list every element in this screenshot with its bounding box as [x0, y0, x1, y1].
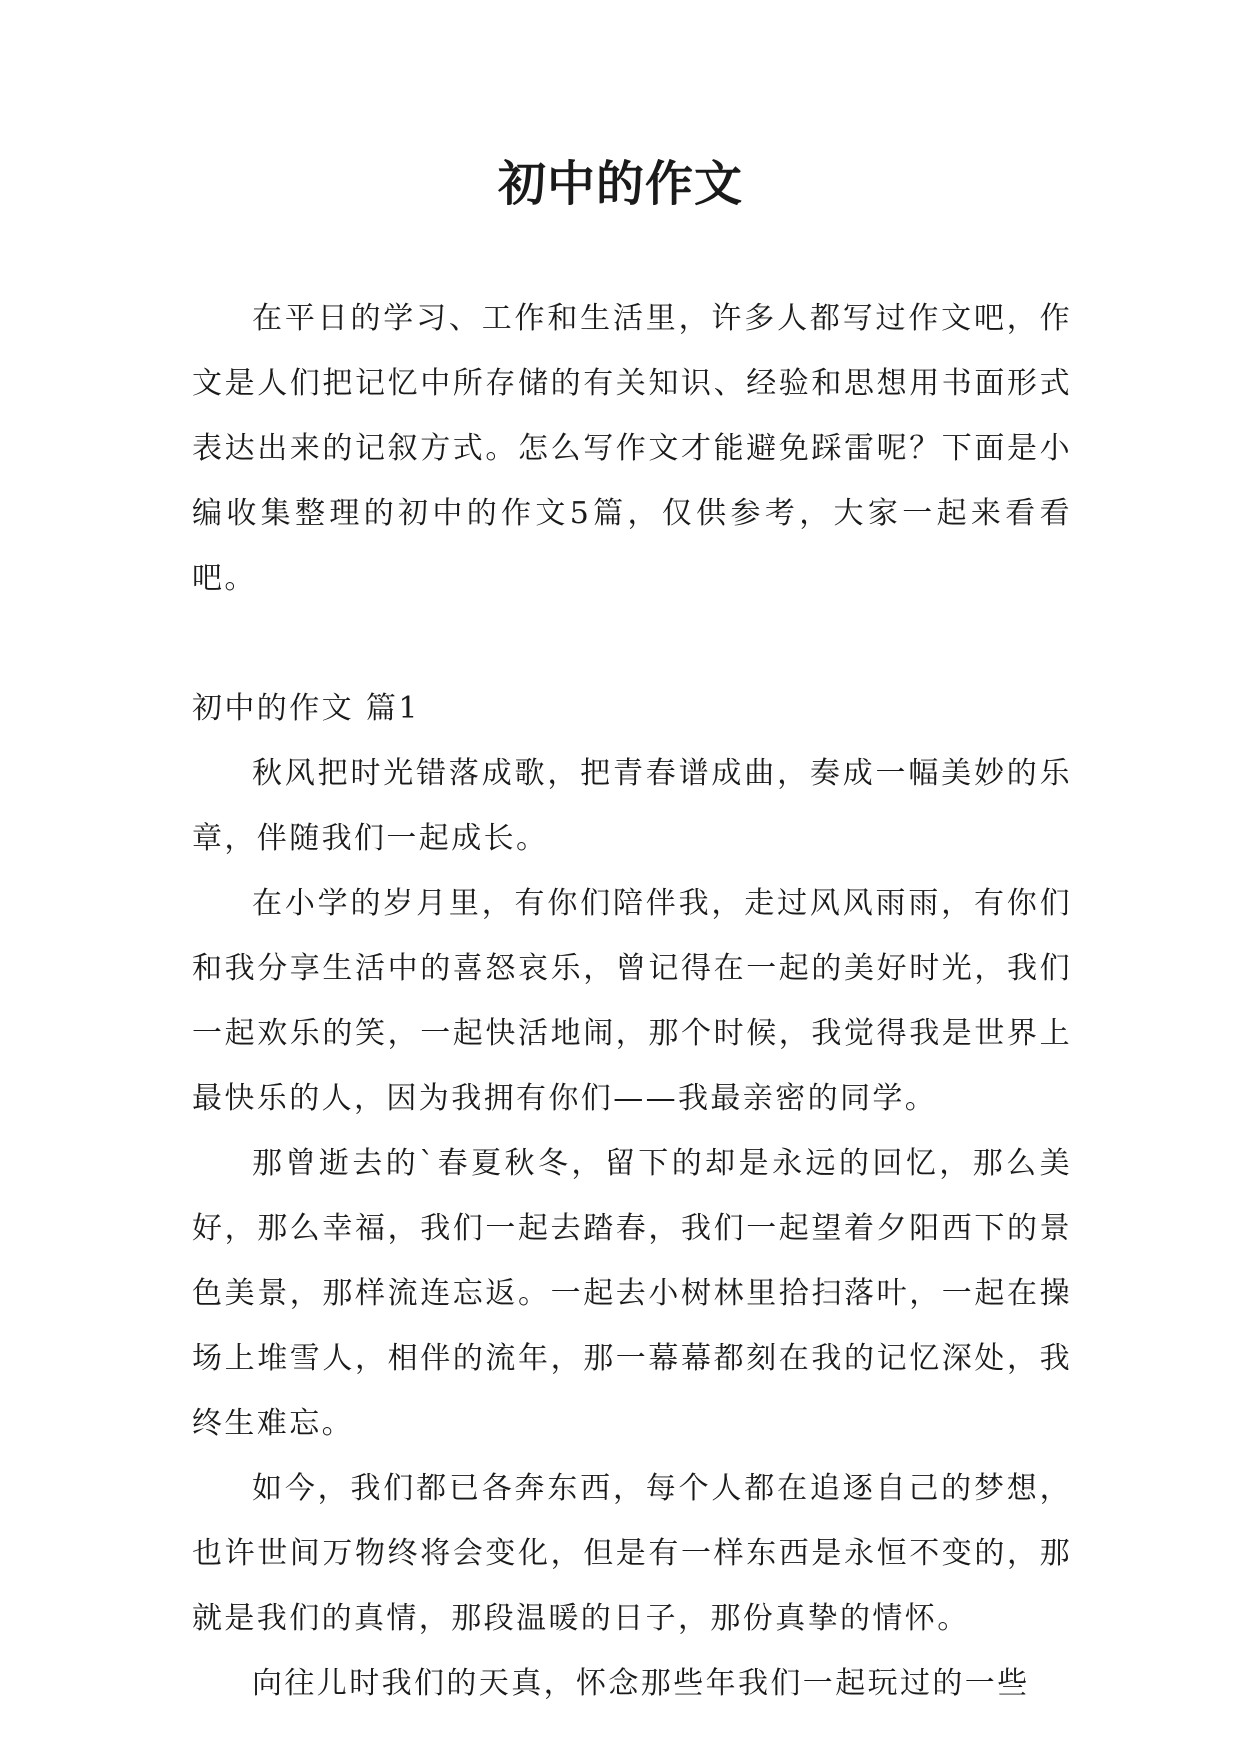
section-heading: 初中的作文 篇1 [192, 691, 420, 726]
body-paragraph: 在小学的岁月里，有你们陪伴我，走过风风雨雨，有你们和我分享生活中的喜怒哀乐，曾记得在一起的美好时光，我们一起欢乐的笑，一起快活地闹，那个时候，我觉得我是世界上最快乐的人，因为我拥有你们——我最亲密的同学。 [192, 886, 1072, 1116]
intro-paragraph: 在平日的学习、工作和生活里，许多人都写过作文吧，作文是人们把记忆中所存储的有关知识、经验和思想用书面形式表达出来的记叙方式。怎么写作文才能避免踩雷呢？下面是小编收集整理的初中的作文5篇，仅供参考，大家一起来看看吧。 [192, 301, 1072, 596]
document-body [192, 286, 1072, 1716]
page-title: 初中的作文 [497, 156, 743, 212]
spacer [192, 611, 1072, 676]
body-paragraph: 秋风把时光错落成歌，把青春谱成曲，奏成一幅美妙的乐章，伴随我们一起成长。 [192, 756, 1072, 856]
body-paragraph: 向往儿时我们的天真，怀念那些年我们一起玩过的一些 [252, 1666, 1030, 1701]
body-paragraph: 那曾逝去的`春夏秋冬，留下的却是永远的回忆，那么美好，那么幸福，我们一起去踏春，我们一起望着夕阳西下的景色美景，那样流连忘返。一起去小树林里拾扫落叶，一起在操场上堆雪人，相伴的流年，那一幕幕都刻在我的记忆深处，我终生难忘。 [192, 1146, 1072, 1441]
body-paragraph: 如今，我们都已各奔东西，每个人都在追逐自己的梦想，也许世间万物终将会变化，但是有一样东西是永恒不变的，那就是我们的真情，那段温暖的日子，那份真挚的情怀。 [192, 1471, 1072, 1636]
